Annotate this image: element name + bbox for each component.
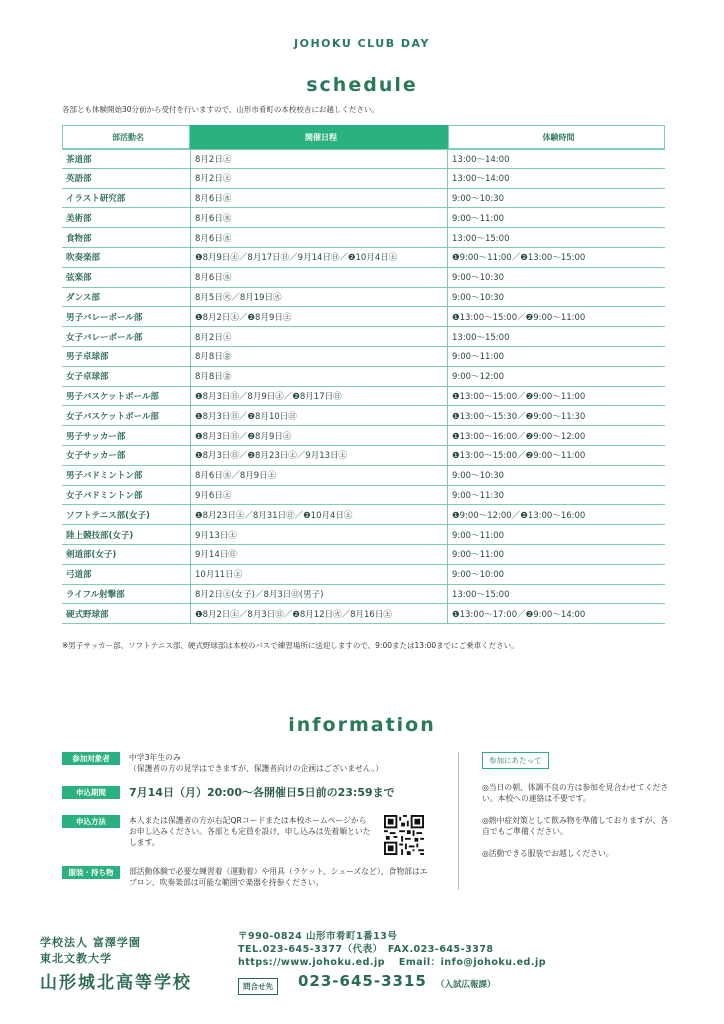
table-row — [62, 486, 665, 506]
club-dates: 8月5日㊋／8月19日㊋ — [190, 288, 448, 308]
table-row — [62, 268, 665, 288]
qr-code-icon[interactable] — [384, 815, 424, 855]
table-row — [62, 545, 665, 565]
club-time: 9:00～12:00 — [448, 367, 665, 387]
schedule-table — [62, 125, 665, 624]
club-name: 女子バドミントン部 — [62, 486, 190, 506]
table-row — [62, 387, 665, 407]
club-name: 硬式野球部 — [62, 604, 190, 624]
schedule-footnote: ※男子サッカー部、ソフトテニス部、硬式野球部は本校のバスで練習場所に送迎しますので、9:00または13:00までにご乗車ください。 — [62, 641, 519, 650]
club-dates: 8月6日㊌ — [190, 228, 448, 248]
information-title: information — [288, 714, 436, 736]
table-row — [62, 327, 665, 347]
club-time: ❶13:00～15:00／❷9:00～11:00 — [448, 446, 665, 466]
table-row — [62, 565, 665, 585]
table-row — [62, 307, 665, 327]
table-row — [62, 347, 665, 367]
club-dates: ❶8月3日㊐／❷8月10日㊐ — [190, 406, 448, 426]
club-name: 茶道部 — [62, 149, 190, 169]
club-dates: ❶8月23日㊏／8月31日㊐／❷10月4日㊏ — [190, 505, 448, 525]
club-time: 9:00～11:00 — [448, 525, 665, 545]
method-label: 申込方法 — [62, 815, 120, 828]
club-name: 食物部 — [62, 228, 190, 248]
club-dates: 8月6日㊌ — [190, 189, 448, 209]
club-time: ❶13:00～15:00／❷9:00～11:00 — [448, 387, 665, 407]
club-time: 9:00～10:30 — [448, 288, 665, 308]
contact-dept: （入試広報課） — [436, 980, 496, 990]
club-dates: 8月8日㊎ — [190, 347, 448, 367]
target-sub: （保護者の方の見学はできますが、保護者向けの企画はございません。） — [129, 764, 383, 773]
club-dates: 8月6日㊌ — [190, 208, 448, 228]
target-text: 中学3年生のみ — [129, 753, 181, 762]
table-row — [62, 169, 665, 189]
info-period — [62, 786, 395, 799]
club-name: イラスト研究部 — [62, 189, 190, 209]
caution-item: ◎当日の朝、体調不良の方は参加を見合わせてください。本校への連絡は不要です。 — [482, 783, 669, 803]
club-time: 9:00～11:00 — [448, 347, 665, 367]
club-time: 9:00～11:00 — [448, 545, 665, 565]
table-row — [62, 228, 665, 248]
club-time: 9:00～10:00 — [448, 565, 665, 585]
table-row — [62, 585, 665, 605]
club-name: 男子バドミントン部 — [62, 466, 190, 486]
club-dates: ❶8月2日㊏／8月3日㊐／❷8月12日㊋／8月16日㊏ — [190, 604, 448, 624]
table-row — [62, 248, 665, 268]
club-time: 13:00～15:00 — [448, 327, 665, 347]
col-header-club: 部活動名 — [62, 125, 190, 149]
club-time: 13:00～15:00 — [448, 585, 665, 605]
caution-item: ◎活動できる服装でお越しください。 — [482, 849, 614, 858]
club-dates: 9月6日㊏ — [190, 486, 448, 506]
info-items — [62, 866, 429, 888]
club-time: ❶9:00～11:00／❷13:00～15:00 — [448, 248, 665, 268]
caution-label: 参加にあたって — [482, 752, 549, 769]
club-dates: 8月6日㊌ — [190, 268, 448, 288]
club-time: 13:00～14:00 — [448, 169, 665, 189]
col-header-dates: 開催日程 — [190, 125, 448, 149]
club-time: 9:00～11:30 — [448, 486, 665, 506]
club-name: 剣道部(女子) — [62, 545, 190, 565]
club-time: ❶13:00～16:00／❷9:00～12:00 — [448, 426, 665, 446]
club-dates: 8月2日㊏ — [190, 169, 448, 189]
club-name: 女子サッカー部 — [62, 446, 190, 466]
club-time: 13:00～14:00 — [448, 149, 665, 169]
university-name: 東北文教大学 — [40, 952, 112, 965]
club-name: 女子バレーボール部 — [62, 327, 190, 347]
col-header-time: 体験時間 — [448, 125, 665, 149]
web-email[interactable]: https://www.johoku.ed.jp Email：info@johoku.ed.jp — [238, 957, 547, 968]
club-dates: 9月13日㊏ — [190, 525, 448, 545]
items-label: 服装・持ち物 — [62, 866, 120, 879]
club-name: 弦楽部 — [62, 268, 190, 288]
club-time: ❶13:00～15:30／❷9:00～11:30 — [448, 406, 665, 426]
header-title: JOHOKU CLUB DAY — [294, 37, 430, 50]
club-name: 美術部 — [62, 208, 190, 228]
org-name: 学校法人 富澤学園 — [40, 936, 141, 949]
club-dates: 8月2日㊏ — [190, 327, 448, 347]
club-name: 男子バレーボール部 — [62, 307, 190, 327]
club-name: 女子卓球部 — [62, 367, 190, 387]
club-name: 男子サッカー部 — [62, 426, 190, 446]
club-name: ダンス部 — [62, 288, 190, 308]
club-name: 女子バスケットボール部 — [62, 406, 190, 426]
table-row — [62, 604, 665, 624]
club-time: 13:00～15:00 — [448, 228, 665, 248]
table-row — [62, 189, 665, 209]
club-name: ライフル射撃部 — [62, 585, 190, 605]
club-name: 弓道部 — [62, 565, 190, 585]
club-time: ❶13:00～15:00／❷9:00～11:00 — [448, 307, 665, 327]
schedule-title: schedule — [306, 74, 418, 96]
tel-fax: TEL.023-645-3377（代表） FAX.023-645-3378 — [238, 944, 494, 955]
table-row — [62, 525, 665, 545]
club-name: ソフトテニス部(女子) — [62, 505, 190, 525]
club-dates: 10月11日㊏ — [190, 565, 448, 585]
club-time: ❶13:00～17:00／❷9:00～14:00 — [448, 604, 665, 624]
club-time: 9:00～11:00 — [448, 208, 665, 228]
table-row — [62, 208, 665, 228]
address: 〒990-0824 山形市肴町1番13号 — [238, 931, 398, 942]
table-row — [62, 505, 665, 525]
club-name: 英語部 — [62, 169, 190, 189]
club-dates: ❶8月3日㊐／❷8月9日㊏ — [190, 426, 448, 446]
club-name: 吹奏楽部 — [62, 248, 190, 268]
table-row — [62, 149, 665, 169]
contact-tel[interactable]: 023-645-3315 — [298, 972, 427, 990]
club-name: 男子卓球部 — [62, 347, 190, 367]
club-dates: 8月8日㊎ — [190, 367, 448, 387]
club-name: 男子バスケットボール部 — [62, 387, 190, 407]
period-label: 申込期間 — [62, 786, 120, 799]
club-time: 9:00～10:30 — [448, 466, 665, 486]
target-label: 参加対象者 — [62, 752, 120, 765]
table-row — [62, 288, 665, 308]
club-dates: ❶8月3日㊐／❷8月23日㊏／9月13日㊏ — [190, 446, 448, 466]
club-dates: 8月2日㊏(女子)／8月3日㊐(男子) — [190, 585, 448, 605]
club-time: 9:00～10:30 — [448, 268, 665, 288]
club-time: 9:00～10:30 — [448, 189, 665, 209]
club-dates: ❶8月2日㊏／❷8月9日㊏ — [190, 307, 448, 327]
club-time: ❶9:00～12:00／❷13:00～16:00 — [448, 505, 665, 525]
caution-item: ◎熱中症対策として飲み物を準備しておりますが、各自でもご準備ください。 — [482, 816, 669, 836]
items-text: 部活動体験で必要な練習着（運動着）や用具（ラケット、シューズなど）、食物部はエプロン、吹奏楽部は可能な範囲で楽器を持参ください。 — [129, 867, 428, 887]
contact-label: 問合せ先 — [238, 978, 278, 995]
info-divider — [458, 752, 459, 890]
schedule-body — [62, 149, 665, 624]
club-dates: ❶8月3日㊐／8月9日㊏／❷8月17日㊐ — [190, 387, 448, 407]
schedule-note: 各部とも体験開始30分前から受付を行いますので、山形市肴町の本校校舎にお越しください。 — [62, 105, 379, 114]
period-text: 7月14日（月）20:00～各開催日5日前の23:59まで — [129, 786, 395, 799]
info-method — [62, 815, 371, 848]
club-dates: 9月14日㊐ — [190, 545, 448, 565]
club-dates: ❶8月9日㊏／8月17日㊐／9月14日㊐／❷10月4日㊏ — [190, 248, 448, 268]
club-name: 陸上競技部(女子) — [62, 525, 190, 545]
school-name: 山形城北高等学校 — [40, 973, 192, 993]
club-dates: 8月2日㊏ — [190, 149, 448, 169]
method-text: 本人または保護者の方が右記QRコードまたは本校ホームページからお申し込みください。各部とも定員を設け、申し込みは先着順といたします。 — [129, 816, 371, 847]
table-row — [62, 446, 665, 466]
table-row — [62, 466, 665, 486]
table-row — [62, 426, 665, 446]
table-row — [62, 367, 665, 387]
club-dates: 8月6日㊌／8月9日㊏ — [190, 466, 448, 486]
table-row — [62, 406, 665, 426]
info-target — [62, 752, 383, 774]
